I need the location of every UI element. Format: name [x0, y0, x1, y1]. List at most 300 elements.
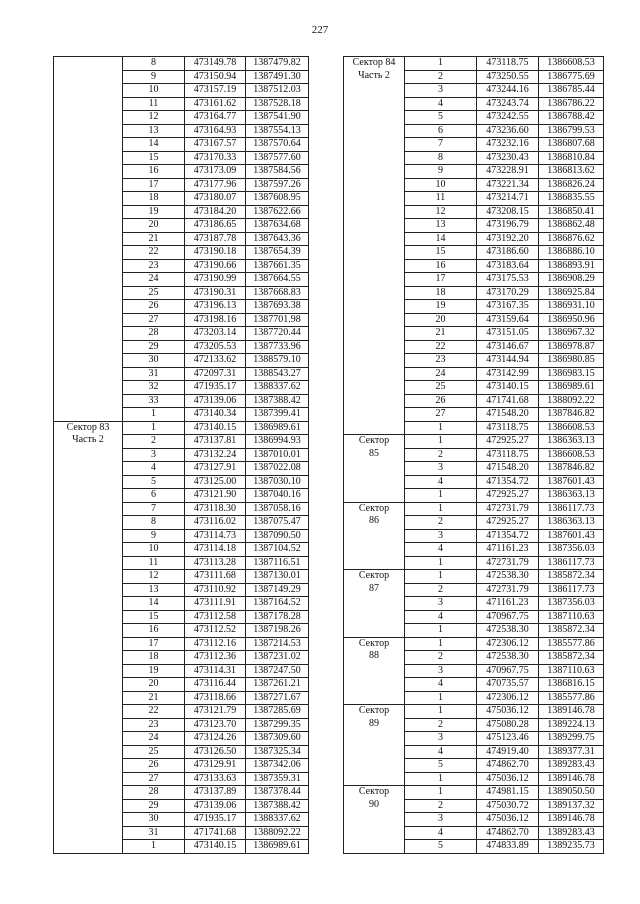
coord-y: 1388579.10 — [246, 354, 309, 368]
coord-x: 474919.40 — [477, 745, 539, 759]
point-number: 4 — [405, 475, 477, 489]
point-number: 12 — [123, 570, 185, 584]
coord-y: 1388543.27 — [246, 367, 309, 381]
coord-x: 473142.99 — [477, 367, 539, 381]
table-row — [54, 57, 309, 71]
coord-y: 1386989.61 — [246, 840, 309, 854]
coord-x: 473250.55 — [477, 70, 539, 84]
point-number: 11 — [405, 192, 477, 206]
coord-y: 1387110.63 — [539, 610, 604, 624]
coord-x: 472538.30 — [477, 570, 539, 584]
point-number: 6 — [405, 124, 477, 138]
coord-x: 473243.74 — [477, 97, 539, 111]
coord-y: 1385577.86 — [539, 637, 604, 651]
coord-x: 470967.75 — [477, 610, 539, 624]
coord-x: 473116.44 — [185, 678, 246, 692]
point-number: 3 — [405, 529, 477, 543]
sector-label — [344, 435, 405, 503]
coord-x: 473118.75 — [477, 421, 539, 435]
coord-y: 1386980.85 — [539, 354, 604, 368]
coord-y: 1387634.68 — [246, 219, 309, 233]
coord-y: 1389283.43 — [539, 759, 604, 773]
coord-y: 1387299.35 — [246, 718, 309, 732]
coord-y: 1385872.34 — [539, 651, 604, 665]
point-number: 23 — [405, 354, 477, 368]
point-number: 8 — [405, 151, 477, 165]
point-number: 31 — [123, 367, 185, 381]
coord-x: 475123.46 — [477, 732, 539, 746]
point-number: 21 — [123, 691, 185, 705]
point-number: 31 — [123, 826, 185, 840]
point-number: 25 — [123, 286, 185, 300]
sector-label — [344, 786, 405, 854]
point-number: 8 — [123, 516, 185, 530]
point-number: 4 — [405, 610, 477, 624]
coord-x: 473173.09 — [185, 165, 246, 179]
point-number: 30 — [123, 813, 185, 827]
coord-x: 473114.31 — [185, 664, 246, 678]
coord-y: 1387285.69 — [246, 705, 309, 719]
coord-y: 1387325.34 — [246, 745, 309, 759]
coord-y: 1385872.34 — [539, 624, 604, 638]
point-number: 3 — [405, 462, 477, 476]
sector-label-line: Сектор — [358, 637, 390, 649]
coord-x: 473118.66 — [185, 691, 246, 705]
point-number: 18 — [405, 286, 477, 300]
coord-y: 1386994.93 — [246, 435, 309, 449]
point-number: 28 — [123, 327, 185, 341]
coord-x: 473183.64 — [477, 259, 539, 273]
sector-label-line: Сектор — [358, 502, 390, 514]
coord-y: 1386876.62 — [539, 232, 604, 246]
sector-label-line: Сектор — [358, 786, 390, 797]
coord-y: 1387214.53 — [246, 637, 309, 651]
coord-x: 471354.72 — [477, 475, 539, 489]
coord-y: 1386608.53 — [539, 57, 604, 71]
coord-x: 473208.15 — [477, 205, 539, 219]
point-number: 12 — [405, 205, 477, 219]
table-row — [344, 786, 604, 800]
point-number: 10 — [405, 178, 477, 192]
coord-y: 1387261.21 — [246, 678, 309, 692]
coord-y: 1387090.50 — [246, 529, 309, 543]
coord-x: 473146.67 — [477, 340, 539, 354]
coord-x: 471935.17 — [185, 813, 246, 827]
coord-y: 1387030.10 — [246, 475, 309, 489]
point-number: 1 — [405, 57, 477, 71]
coord-x: 473140.15 — [185, 840, 246, 854]
coord-x: 473177.96 — [185, 178, 246, 192]
coord-y: 1387378.44 — [246, 786, 309, 800]
coord-y: 1386950.96 — [539, 313, 604, 327]
coord-x: 475036.12 — [477, 772, 539, 786]
point-number: 15 — [123, 610, 185, 624]
coord-y: 1387846.82 — [539, 408, 604, 422]
coord-x: 473198.16 — [185, 313, 246, 327]
sector-label-line: Часть 2 — [358, 69, 390, 81]
coord-x: 473112.16 — [185, 637, 246, 651]
point-number: 19 — [123, 205, 185, 219]
coord-y: 1387846.82 — [539, 462, 604, 476]
point-number: 1 — [405, 435, 477, 449]
coord-y: 1387231.02 — [246, 651, 309, 665]
table-row — [344, 502, 604, 516]
coord-y: 1387584.56 — [246, 165, 309, 179]
point-number: 5 — [405, 111, 477, 125]
point-number: 26 — [123, 300, 185, 314]
sector-label-line: 87 — [369, 582, 379, 594]
point-number: 27 — [405, 408, 477, 422]
coord-x: 471935.17 — [185, 381, 246, 395]
coord-x: 473170.33 — [185, 151, 246, 165]
coord-x: 473236.60 — [477, 124, 539, 138]
coord-x: 473114.18 — [185, 543, 246, 557]
coord-x: 473123.70 — [185, 718, 246, 732]
coord-y: 1387104.52 — [246, 543, 309, 557]
point-number: 1 — [405, 624, 477, 638]
coord-y: 1386775.69 — [539, 70, 604, 84]
coord-x: 473159.64 — [477, 313, 539, 327]
coord-y: 1387733.96 — [246, 340, 309, 354]
point-number: 5 — [405, 759, 477, 773]
point-number: 28 — [123, 786, 185, 800]
coord-y: 1386788.42 — [539, 111, 604, 125]
coord-x: 472538.30 — [477, 624, 539, 638]
point-number: 27 — [123, 772, 185, 786]
coord-x: 473149.78 — [185, 57, 246, 71]
coord-y: 1389377.31 — [539, 745, 604, 759]
coord-x: 473118.30 — [185, 502, 246, 516]
coord-y: 1387271.67 — [246, 691, 309, 705]
sector-label — [344, 637, 405, 705]
coord-x: 471161.23 — [477, 597, 539, 611]
coord-y: 1385872.34 — [539, 570, 604, 584]
point-number: 21 — [123, 232, 185, 246]
coord-y: 1386983.15 — [539, 367, 604, 381]
point-number: 16 — [123, 624, 185, 638]
coord-y: 1386810.84 — [539, 151, 604, 165]
sector-label-line: 88 — [369, 650, 379, 661]
point-number: 14 — [123, 597, 185, 611]
point-number: 7 — [405, 138, 477, 152]
point-number: 12 — [123, 111, 185, 125]
point-number: 2 — [405, 651, 477, 665]
point-number: 21 — [405, 327, 477, 341]
coord-y: 1387601.43 — [539, 475, 604, 489]
coord-x: 473139.06 — [185, 799, 246, 813]
coord-x: 475036.12 — [477, 813, 539, 827]
coordinates-table-left — [53, 56, 309, 854]
point-number: 2 — [123, 435, 185, 449]
coord-x: 473112.58 — [185, 610, 246, 624]
point-number: 25 — [123, 745, 185, 759]
point-number: 5 — [123, 475, 185, 489]
coord-y: 1387528.18 — [246, 97, 309, 111]
sector-label — [54, 421, 123, 853]
coord-y: 1387388.42 — [246, 799, 309, 813]
coord-y: 1386835.55 — [539, 192, 604, 206]
point-number: 3 — [405, 597, 477, 611]
coord-y: 1387643.36 — [246, 232, 309, 246]
sector-label-line: 85 — [369, 447, 379, 459]
coord-y: 1386117.73 — [539, 583, 604, 597]
coord-y: 1386850.41 — [539, 205, 604, 219]
coord-x: 473140.15 — [477, 381, 539, 395]
point-number: 26 — [123, 759, 185, 773]
point-number: 4 — [405, 543, 477, 557]
point-number: 2 — [405, 516, 477, 530]
point-number: 16 — [405, 259, 477, 273]
coord-x: 472731.79 — [477, 556, 539, 570]
coord-y: 1387040.16 — [246, 489, 309, 503]
point-number: 9 — [123, 529, 185, 543]
coord-y: 1388092.22 — [539, 394, 604, 408]
coord-y: 1387693.38 — [246, 300, 309, 314]
coord-x: 472925.27 — [477, 516, 539, 530]
coord-y: 1387664.55 — [246, 273, 309, 287]
coord-x: 472925.27 — [477, 489, 539, 503]
coord-x: 472538.30 — [477, 651, 539, 665]
point-number: 16 — [123, 165, 185, 179]
sector-label — [344, 570, 405, 638]
point-number: 23 — [123, 718, 185, 732]
coord-y: 1387075.47 — [246, 516, 309, 530]
point-number: 7 — [123, 502, 185, 516]
coord-y: 1386908.29 — [539, 273, 604, 287]
coord-y: 1387359.31 — [246, 772, 309, 786]
coord-x: 473175.53 — [477, 273, 539, 287]
coord-x: 471741.68 — [185, 826, 246, 840]
coord-y: 1389224.13 — [539, 718, 604, 732]
point-number: 1 — [405, 421, 477, 435]
coord-x: 473196.13 — [185, 300, 246, 314]
coord-y: 1387198.26 — [246, 624, 309, 638]
coord-x: 473244.16 — [477, 84, 539, 98]
coord-x: 472306.12 — [477, 637, 539, 651]
point-number: 1 — [405, 786, 477, 800]
coord-y: 1386967.32 — [539, 327, 604, 341]
sector-label-line: 86 — [369, 515, 379, 526]
coord-y: 1387130.01 — [246, 570, 309, 584]
point-number: 3 — [405, 84, 477, 98]
coord-x: 473111.68 — [185, 570, 246, 584]
point-number: 3 — [405, 664, 477, 678]
sector-label-line: Сектор — [358, 705, 390, 716]
point-number: 3 — [123, 448, 185, 462]
coord-y: 1386785.44 — [539, 84, 604, 98]
coord-x: 473242.55 — [477, 111, 539, 125]
coord-y: 1387661.35 — [246, 259, 309, 273]
coord-x: 473221.34 — [477, 178, 539, 192]
sector-label — [54, 57, 123, 422]
coord-x: 473164.93 — [185, 124, 246, 138]
coord-x: 471548.20 — [477, 408, 539, 422]
coord-y: 1386608.53 — [539, 421, 604, 435]
point-number: 19 — [405, 300, 477, 314]
coord-x: 473140.34 — [185, 408, 246, 422]
coord-y: 1387570.64 — [246, 138, 309, 152]
coord-x: 473151.05 — [477, 327, 539, 341]
table-row — [54, 421, 309, 435]
point-number: 24 — [123, 732, 185, 746]
sector-label-line: Сектор — [358, 570, 390, 581]
point-number: 1 — [405, 570, 477, 584]
coord-x: 473184.20 — [185, 205, 246, 219]
coord-y: 1388337.62 — [246, 381, 309, 395]
coord-x: 473127.91 — [185, 462, 246, 476]
coord-x: 470735.57 — [477, 678, 539, 692]
point-number: 20 — [123, 219, 185, 233]
coord-x: 473144.94 — [477, 354, 539, 368]
coord-y: 1386786.22 — [539, 97, 604, 111]
coord-y: 1386799.53 — [539, 124, 604, 138]
sector-label-line: 90 — [369, 798, 379, 810]
coord-x: 473114.73 — [185, 529, 246, 543]
coord-x: 473187.78 — [185, 232, 246, 246]
point-number: 3 — [405, 732, 477, 746]
point-number: 20 — [405, 313, 477, 327]
coord-x: 473133.63 — [185, 772, 246, 786]
coord-y: 1389299.75 — [539, 732, 604, 746]
point-number: 27 — [123, 313, 185, 327]
coord-y: 1387116.51 — [246, 556, 309, 570]
coord-y: 1387110.63 — [539, 664, 604, 678]
coord-y: 1387601.43 — [539, 529, 604, 543]
sector-label — [344, 502, 405, 570]
coord-y: 1387479.82 — [246, 57, 309, 71]
coord-x: 473124.26 — [185, 732, 246, 746]
point-number: 2 — [405, 718, 477, 732]
coord-y: 1387178.28 — [246, 610, 309, 624]
coord-x: 473121.79 — [185, 705, 246, 719]
table-row — [344, 637, 604, 651]
point-number: 20 — [123, 678, 185, 692]
coord-y: 1387654.39 — [246, 246, 309, 260]
point-number: 17 — [123, 178, 185, 192]
point-number: 18 — [123, 651, 185, 665]
point-number: 22 — [405, 340, 477, 354]
coord-y: 1387356.03 — [539, 597, 604, 611]
point-number: 17 — [123, 637, 185, 651]
coord-y: 1386826.24 — [539, 178, 604, 192]
coord-x: 473232.16 — [477, 138, 539, 152]
coord-x: 471548.20 — [477, 462, 539, 476]
coord-y: 1389146.78 — [539, 772, 604, 786]
sector-label-line: Сектор — [358, 435, 390, 446]
coord-x: 473228.91 — [477, 165, 539, 179]
point-number: 2 — [405, 583, 477, 597]
coord-y: 1387597.26 — [246, 178, 309, 192]
coord-y: 1387010.01 — [246, 448, 309, 462]
coord-x: 474833.89 — [477, 840, 539, 854]
coord-y: 1389050.50 — [539, 786, 604, 800]
coord-x: 473139.06 — [185, 394, 246, 408]
point-number: 15 — [405, 246, 477, 260]
point-number: 24 — [123, 273, 185, 287]
coord-x: 473110.92 — [185, 583, 246, 597]
coord-x: 471161.23 — [477, 543, 539, 557]
coord-x: 470967.75 — [477, 664, 539, 678]
coord-y: 1387356.03 — [539, 543, 604, 557]
coord-y: 1387668.83 — [246, 286, 309, 300]
coord-y: 1386813.62 — [539, 165, 604, 179]
coord-y: 1386862.48 — [539, 219, 604, 233]
point-number: 1 — [123, 840, 185, 854]
coord-y: 1386807.68 — [539, 138, 604, 152]
coord-x: 473137.81 — [185, 435, 246, 449]
point-number: 4 — [405, 826, 477, 840]
coord-y: 1386925.84 — [539, 286, 604, 300]
coord-y: 1387622.66 — [246, 205, 309, 219]
coord-y: 1389146.78 — [539, 813, 604, 827]
coord-x: 473230.43 — [477, 151, 539, 165]
point-number: 26 — [405, 394, 477, 408]
coord-x: 473186.65 — [185, 219, 246, 233]
coord-y: 1389137.32 — [539, 799, 604, 813]
table-row — [344, 570, 604, 584]
coord-y: 1387399.41 — [246, 408, 309, 422]
point-number: 1 — [405, 637, 477, 651]
point-number: 10 — [123, 543, 185, 557]
coord-x: 473157.19 — [185, 84, 246, 98]
point-number: 1 — [123, 421, 185, 435]
coord-y: 1386816.15 — [539, 678, 604, 692]
point-number: 22 — [123, 705, 185, 719]
coord-x: 473164.77 — [185, 111, 246, 125]
coord-y: 1386978.87 — [539, 340, 604, 354]
coord-y: 1389283.43 — [539, 826, 604, 840]
point-number: 14 — [405, 232, 477, 246]
coord-y: 1387720.44 — [246, 327, 309, 341]
coord-y: 1387309.60 — [246, 732, 309, 746]
point-number: 9 — [123, 70, 185, 84]
coord-x: 475030.72 — [477, 799, 539, 813]
coord-y: 1387491.30 — [246, 70, 309, 84]
table-row — [344, 57, 604, 71]
coord-x: 473116.02 — [185, 516, 246, 530]
point-number: 13 — [123, 583, 185, 597]
sector-label-line: Часть 2 — [72, 434, 104, 445]
point-number: 1 — [405, 691, 477, 705]
coord-y: 1386886.10 — [539, 246, 604, 260]
coord-x: 473214.71 — [477, 192, 539, 206]
point-number: 1 — [123, 408, 185, 422]
point-number: 23 — [123, 259, 185, 273]
coord-x: 472306.12 — [477, 691, 539, 705]
coord-x: 473192.20 — [477, 232, 539, 246]
point-number: 8 — [123, 57, 185, 71]
coord-x: 472731.79 — [477, 502, 539, 516]
point-number: 15 — [123, 151, 185, 165]
coord-y: 1387554.13 — [246, 124, 309, 138]
coord-x: 473196.79 — [477, 219, 539, 233]
point-number: 32 — [123, 381, 185, 395]
coord-y: 1386117.73 — [539, 556, 604, 570]
coord-y: 1386363.13 — [539, 516, 604, 530]
coord-x: 473203.14 — [185, 327, 246, 341]
coord-y: 1387058.16 — [246, 502, 309, 516]
coord-x: 473186.60 — [477, 246, 539, 260]
point-number: 11 — [123, 556, 185, 570]
coord-x: 474981.15 — [477, 786, 539, 800]
coord-y: 1386989.61 — [539, 381, 604, 395]
page-number: 227 — [311, 24, 329, 36]
sector-label-line: Сектор 83 — [66, 421, 110, 433]
point-number: 4 — [123, 462, 185, 476]
coord-x: 472133.62 — [185, 354, 246, 368]
coord-y: 1386363.13 — [539, 435, 604, 449]
coord-x: 471354.72 — [477, 529, 539, 543]
